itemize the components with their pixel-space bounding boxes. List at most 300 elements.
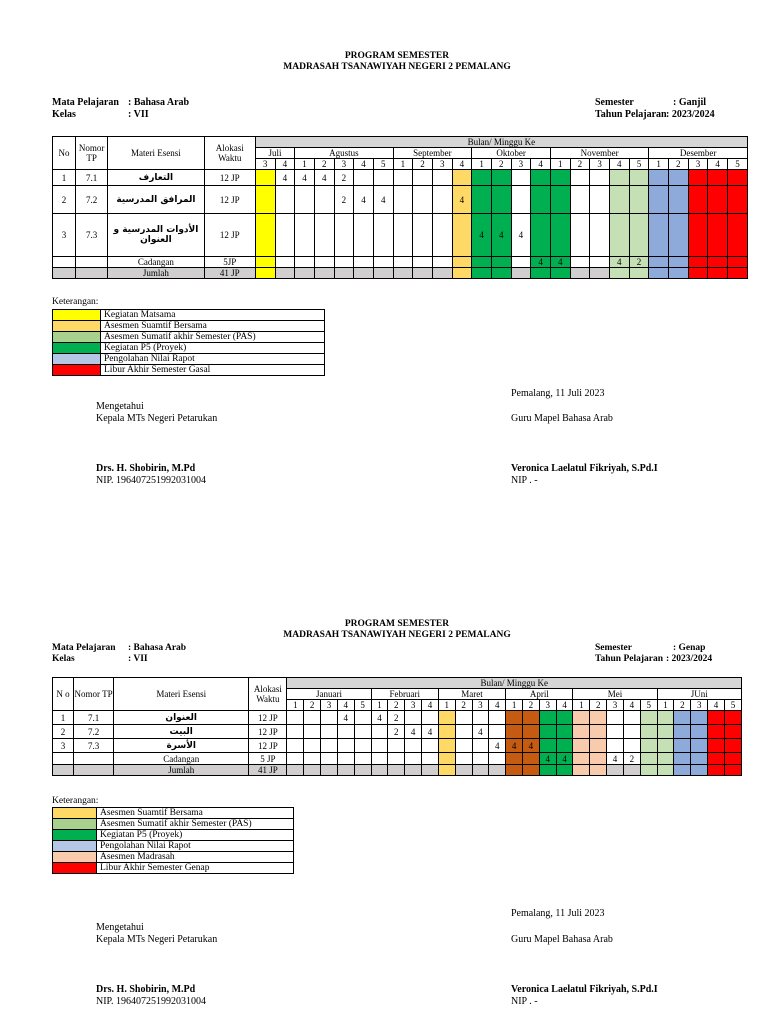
week-cell (455, 739, 472, 753)
week-cell (573, 739, 590, 753)
total-cell (590, 765, 607, 776)
week-cell (432, 186, 452, 214)
week-cell (255, 214, 275, 257)
week-cell (489, 725, 506, 739)
week-cell (255, 186, 275, 214)
week-cell (708, 186, 728, 214)
week-cell (438, 739, 455, 753)
month-header: Juli (255, 148, 294, 159)
week-cell (452, 257, 472, 268)
week-header: 4 (708, 159, 728, 170)
week-cell: 4 (472, 725, 489, 739)
week-cell (649, 257, 669, 268)
doc2-tahun-value: : 2023/2024 (666, 654, 713, 664)
week-cell (727, 257, 747, 268)
week-cell (354, 711, 371, 725)
week-cell (556, 739, 573, 753)
week-cell (393, 170, 413, 186)
doc2-schedule-table (52, 677, 742, 776)
total-cell (472, 765, 489, 776)
legend-item (53, 310, 325, 321)
legend-label: Pengolahan Nilai Rapot (97, 841, 294, 852)
week-cell (455, 753, 472, 765)
header-alokasi: Alokasi Waktu (249, 678, 287, 711)
legend-item (53, 354, 325, 365)
legend-item (53, 343, 325, 354)
total-cell (570, 268, 590, 279)
week-cell: 4 (452, 186, 472, 214)
week-header: 3 (539, 700, 556, 711)
row-no: 2 (53, 725, 74, 739)
doc2-semester-value: : Genap (673, 643, 706, 653)
week-header: 5 (724, 700, 741, 711)
doc1-kepala-nip: NIP. 196407251992031004 (96, 475, 207, 486)
total-cell (472, 268, 492, 279)
week-cell (607, 739, 624, 753)
total-cell (674, 765, 691, 776)
legend-swatch (53, 819, 97, 830)
doc2-semester-label: Semester (595, 643, 632, 653)
week-cell (304, 725, 321, 739)
doc2-guru-name: Veronica Laelatul Fikriyah, S.Pd.I (511, 984, 658, 995)
week-cell (304, 711, 321, 725)
header-nomor-tp: Nomor TP (76, 137, 108, 170)
row-tp: 7.2 (76, 186, 108, 214)
total-cell (255, 268, 275, 279)
total-cell (531, 268, 551, 279)
row-tp: 7.2 (74, 725, 114, 739)
week-cell (691, 753, 708, 765)
week-header: 1 (472, 159, 492, 170)
doc1-kelas-label: Kelas (52, 109, 76, 120)
week-header: 2 (314, 159, 334, 170)
total-cell (727, 268, 747, 279)
week-header: 1 (649, 159, 669, 170)
total-cell (649, 268, 669, 279)
legend-item (53, 321, 325, 332)
total-value: 41 JP (204, 268, 255, 279)
week-cell (287, 711, 304, 725)
row-alokasi: 12 JP (249, 725, 287, 739)
legend-item (53, 830, 294, 841)
header-no: N o (53, 678, 74, 711)
week-cell: 4 (314, 170, 334, 186)
week-cell (413, 214, 433, 257)
week-cell: 4 (354, 186, 374, 214)
week-cell (708, 739, 725, 753)
doc1-guru-title: Guru Mapel Bahasa Arab (511, 413, 613, 424)
total-cell (607, 765, 624, 776)
week-cell (371, 739, 388, 753)
header-bulan: Bulan/ Minggu Ke (287, 678, 742, 689)
week-cell: 4 (609, 257, 629, 268)
month-header: JUni (657, 689, 741, 700)
week-cell (452, 214, 472, 257)
week-cell: 4 (550, 257, 570, 268)
row-alokasi: 5JP (204, 257, 255, 268)
total-cell (452, 268, 472, 279)
week-cell (570, 170, 590, 186)
header-materi: Materi Esensi (108, 137, 204, 170)
doc2-mengetahui: Mengetahui (96, 922, 144, 933)
week-cell (371, 725, 388, 739)
week-cell (523, 725, 540, 739)
week-cell (337, 739, 354, 753)
week-cell: 4 (275, 170, 295, 186)
legend-item (53, 332, 325, 343)
week-header: 5 (727, 159, 747, 170)
week-cell (287, 739, 304, 753)
legend-swatch (53, 343, 101, 354)
week-cell (491, 170, 511, 186)
week-cell (422, 711, 439, 725)
week-header: 4 (531, 159, 551, 170)
week-cell (590, 739, 607, 753)
week-cell (531, 170, 551, 186)
total-cell (609, 268, 629, 279)
week-header: 2 (413, 159, 433, 170)
row-materi: Cadangan (108, 257, 204, 268)
month-header: Oktober (472, 148, 551, 159)
total-cell (432, 268, 452, 279)
table-row (53, 753, 742, 765)
doc1-title-2: MADRASAH TSANAWIYAH NEGERI 2 PEMALANG (283, 62, 511, 72)
legend-item (53, 808, 294, 819)
total-row (53, 765, 742, 776)
legend-item (53, 852, 294, 863)
total-row (53, 268, 748, 279)
doc1-keterangan-label: Keterangan: (52, 297, 99, 307)
legend-label: Kegiatan P5 (Proyek) (101, 343, 325, 354)
week-cell: 4 (531, 257, 551, 268)
total-cell (590, 268, 610, 279)
week-cell: 4 (489, 739, 506, 753)
row-no: 3 (53, 214, 76, 257)
table-row (53, 214, 748, 257)
total-label: Jumlah (114, 765, 249, 776)
table-row (53, 725, 742, 739)
total-cell (489, 765, 506, 776)
week-cell (489, 711, 506, 725)
week-cell (657, 725, 674, 739)
week-header: 2 (304, 700, 321, 711)
week-cell (371, 753, 388, 765)
total-cell (287, 765, 304, 776)
week-cell (491, 186, 511, 214)
week-cell: 4 (405, 725, 422, 739)
week-cell (295, 257, 315, 268)
legend-label: Libur Akhir Semester Gasal (101, 365, 325, 376)
week-cell (334, 257, 354, 268)
week-cell (539, 739, 556, 753)
week-cell (255, 257, 275, 268)
week-cell (708, 711, 725, 725)
row-alokasi: 12 JP (204, 214, 255, 257)
week-cell (531, 214, 551, 257)
total-cell (354, 765, 371, 776)
week-cell (657, 739, 674, 753)
doc1-semester-label: Semester (595, 97, 634, 108)
week-header: 3 (607, 700, 624, 711)
week-header: 2 (491, 159, 511, 170)
doc1-kelas-value: : VII (128, 109, 149, 120)
week-cell (688, 214, 708, 257)
week-cell (304, 753, 321, 765)
week-cell (724, 753, 741, 765)
week-cell (314, 257, 334, 268)
doc2-keterangan-label: Keterangan: (52, 796, 99, 806)
total-cell (422, 765, 439, 776)
week-cell (708, 214, 728, 257)
week-cell: 4 (539, 753, 556, 765)
week-cell (724, 725, 741, 739)
legend-swatch (53, 332, 101, 343)
week-cell (373, 257, 393, 268)
doc1-mapel-value: : Bahasa Arab (128, 97, 190, 108)
week-cell (573, 725, 590, 739)
header-materi: Materi Esensi (114, 678, 249, 711)
legend-label: Kegiatan P5 (Proyek) (97, 830, 294, 841)
week-cell (691, 739, 708, 753)
doc2-mapel-label: Mata Pelajaran (52, 643, 116, 653)
week-cell (295, 186, 315, 214)
week-cell (432, 214, 452, 257)
legend-swatch (53, 830, 97, 841)
week-cell (422, 739, 439, 753)
total-cell (511, 268, 531, 279)
week-cell (472, 739, 489, 753)
week-cell (556, 711, 573, 725)
week-cell: 4 (422, 725, 439, 739)
row-tp: 7.3 (76, 214, 108, 257)
doc1-tahun-value: : 2023/2024 (666, 109, 715, 120)
week-cell (287, 753, 304, 765)
week-cell (573, 711, 590, 725)
week-header: 4 (708, 700, 725, 711)
week-cell (455, 725, 472, 739)
week-cell (472, 257, 492, 268)
doc2-title-2: MADRASAH TSANAWIYAH NEGERI 2 PEMALANG (283, 630, 511, 640)
week-cell: 2 (334, 170, 354, 186)
total-cell (539, 765, 556, 776)
legend-label: Asesmen Suamtif Bersama (97, 808, 294, 819)
week-header: 5 (640, 700, 657, 711)
week-cell (438, 753, 455, 765)
week-cell (523, 711, 540, 725)
total-blank (53, 765, 74, 776)
total-cell (691, 765, 708, 776)
week-cell (724, 711, 741, 725)
week-cell (691, 711, 708, 725)
week-cell (275, 257, 295, 268)
week-header: 3 (334, 159, 354, 170)
row-alokasi: 5 JP (249, 753, 287, 765)
month-header: Februari (371, 689, 438, 700)
week-header: 4 (609, 159, 629, 170)
week-header: 5 (629, 159, 649, 170)
doc1-kepala-title: Kepala MTs Negeri Petarukan (96, 413, 218, 424)
week-cell: 4 (295, 170, 315, 186)
week-cell (629, 170, 649, 186)
total-cell (405, 765, 422, 776)
legend-label: Asesmen Sumatif akhir Semester (PAS) (97, 819, 294, 830)
week-cell (432, 170, 452, 186)
week-cell (570, 257, 590, 268)
row-no: 1 (53, 711, 74, 725)
month-header: November (550, 148, 648, 159)
week-cell (649, 186, 669, 214)
week-cell (640, 711, 657, 725)
week-cell (708, 170, 728, 186)
week-cell: 2 (388, 711, 405, 725)
week-cell (506, 725, 523, 739)
week-cell (590, 711, 607, 725)
week-header: 4 (489, 700, 506, 711)
week-cell (275, 186, 295, 214)
total-cell (373, 268, 393, 279)
week-cell (550, 186, 570, 214)
week-header: 4 (275, 159, 295, 170)
week-cell: 2 (629, 257, 649, 268)
total-cell (393, 268, 413, 279)
week-cell (657, 753, 674, 765)
total-cell (668, 268, 688, 279)
row-no (53, 257, 76, 268)
week-header: 4 (422, 700, 439, 711)
table-row (53, 739, 742, 753)
week-header: 1 (371, 700, 388, 711)
total-cell (623, 765, 640, 776)
week-cell (590, 170, 610, 186)
week-cell (255, 170, 275, 186)
week-cell (405, 711, 422, 725)
total-cell (724, 765, 741, 776)
total-cell (550, 268, 570, 279)
month-header: Agustus (295, 148, 393, 159)
row-alokasi: 12 JP (249, 711, 287, 725)
row-no: 3 (53, 739, 74, 753)
total-cell (708, 765, 725, 776)
week-cell (472, 753, 489, 765)
week-cell: 4 (607, 753, 624, 765)
week-cell (491, 257, 511, 268)
week-cell (388, 753, 405, 765)
doc2-guru-nip: NIP . - (511, 996, 538, 1007)
row-no: 1 (53, 170, 76, 186)
week-cell (432, 257, 452, 268)
week-cell (640, 753, 657, 765)
week-cell (629, 186, 649, 214)
week-cell (668, 214, 688, 257)
week-header: 1 (438, 700, 455, 711)
week-cell: 2 (334, 186, 354, 214)
week-header: 1 (287, 700, 304, 711)
week-header: 5 (354, 700, 371, 711)
week-cell (674, 711, 691, 725)
table-row (53, 711, 742, 725)
week-cell (393, 186, 413, 214)
doc1-place-date: Pemalang, 11 Juli 2023 (511, 388, 605, 399)
table-row (53, 170, 748, 186)
week-cell (727, 186, 747, 214)
week-cell (314, 186, 334, 214)
header-alokasi: Alokasi Waktu (204, 137, 255, 170)
row-tp (76, 257, 108, 268)
week-cell (674, 739, 691, 753)
week-cell (724, 739, 741, 753)
week-header: 4 (623, 700, 640, 711)
row-materi: Cadangan (114, 753, 249, 765)
week-cell (609, 214, 629, 257)
week-cell (373, 214, 393, 257)
table-row (53, 257, 748, 268)
total-cell (688, 268, 708, 279)
legend-label: Asesmen Suamtif Bersama (101, 321, 325, 332)
week-cell (287, 725, 304, 739)
legend-swatch (53, 321, 101, 332)
week-cell (688, 257, 708, 268)
total-cell (629, 268, 649, 279)
week-cell: 4 (491, 214, 511, 257)
week-cell (373, 170, 393, 186)
header-nomor-tp: Nomor TP (74, 678, 114, 711)
week-cell (629, 214, 649, 257)
row-alokasi: 12 JP (204, 170, 255, 186)
month-header: Desember (649, 148, 748, 159)
week-cell (570, 214, 590, 257)
week-cell (354, 170, 374, 186)
total-blank (74, 765, 114, 776)
week-header: 3 (691, 700, 708, 711)
week-header: 3 (472, 700, 489, 711)
total-cell (523, 765, 540, 776)
week-header: 1 (657, 700, 674, 711)
row-materi: التعارف (108, 170, 204, 186)
row-materi: الأدوات المدرسية و العنوان (108, 214, 204, 257)
header-no: No (53, 137, 76, 170)
legend-swatch (53, 808, 97, 819)
week-cell: 2 (388, 725, 405, 739)
week-cell: 4 (511, 214, 531, 257)
week-header: 2 (455, 700, 472, 711)
row-materi: المرافق المدرسية (108, 186, 204, 214)
week-cell (393, 214, 413, 257)
week-cell: 4 (371, 711, 388, 725)
doc2-place-date: Pemalang, 11 Juli 2023 (511, 908, 605, 919)
week-cell (334, 214, 354, 257)
week-cell (275, 214, 295, 257)
week-cell (570, 186, 590, 214)
week-header: 4 (452, 159, 472, 170)
week-cell (590, 186, 610, 214)
week-cell (506, 711, 523, 725)
week-header: 2 (523, 700, 540, 711)
doc1-mengetahui: Mengetahui (96, 401, 144, 412)
week-cell (674, 753, 691, 765)
week-cell: 4 (506, 739, 523, 753)
doc2-title-1: PROGRAM SEMESTER (344, 619, 450, 629)
week-cell (688, 170, 708, 186)
doc2-tahun-label: Tahun Pelajaran (595, 654, 664, 664)
total-cell (314, 268, 334, 279)
doc1-legend (52, 309, 325, 376)
total-cell (455, 765, 472, 776)
week-cell (472, 186, 492, 214)
week-cell: 4 (337, 711, 354, 725)
doc1-guru-nip: NIP . - (511, 475, 538, 486)
week-cell (609, 186, 629, 214)
week-cell (590, 214, 610, 257)
